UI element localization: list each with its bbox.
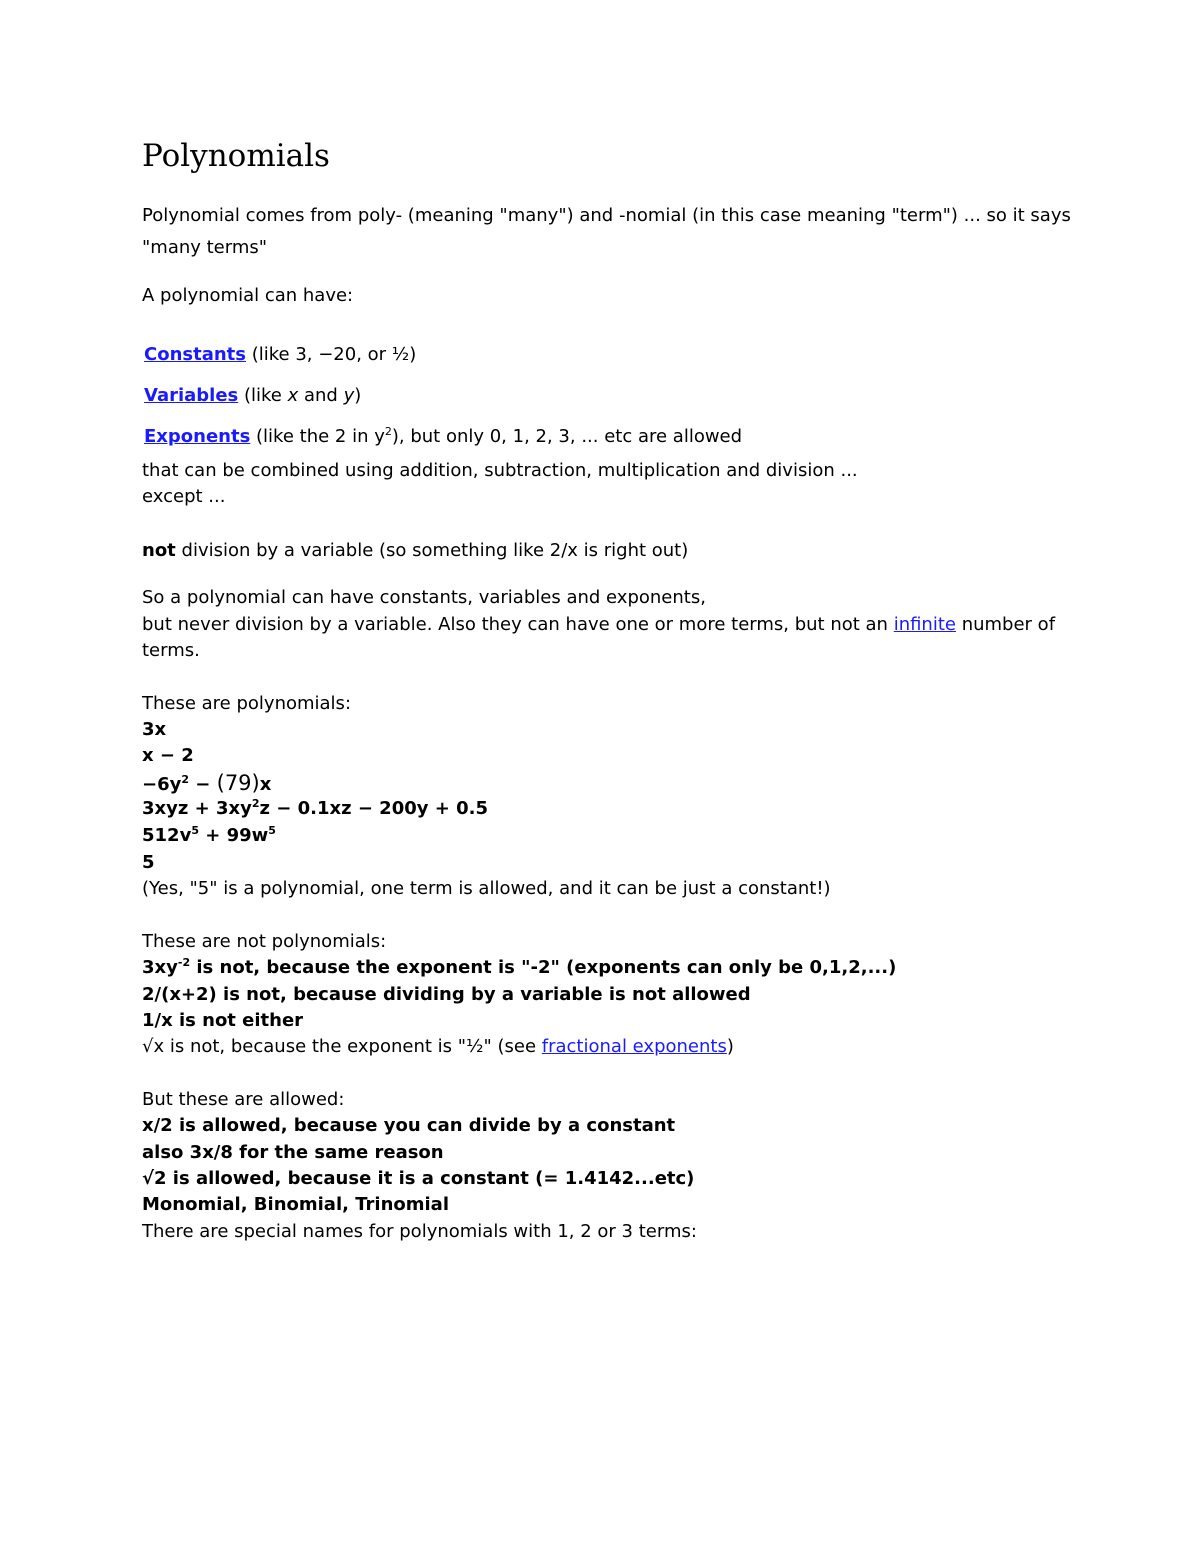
- constants-link[interactable]: Constants: [144, 344, 246, 365]
- not-bold: not: [142, 540, 176, 561]
- variables-and: and: [298, 385, 344, 406]
- example-4-sup: 2: [251, 797, 260, 810]
- can-have-text: A polynomial can have:: [142, 285, 354, 306]
- not-poly-4-pre: √x is not, because the exponent is "½" (see: [142, 1036, 542, 1057]
- mbt-heading: Monomial, Binomial, Trinomial: [142, 1194, 449, 1215]
- example-5-a: 512v: [142, 825, 192, 846]
- variables-pre: (like: [238, 385, 288, 406]
- item-variables: [144, 383, 361, 409]
- infinite-link[interactable]: infinite: [893, 614, 956, 635]
- not-poly-3: 1/x is not either: [142, 1010, 304, 1031]
- variables-link[interactable]: Variables: [144, 385, 239, 406]
- special-names-text: There are special names for polynomials with 1, 2 or 3 terms:: [142, 1221, 697, 1242]
- combined-text: that can be combined using addition, subtraction, multiplication and division ...: [142, 460, 858, 481]
- intro-line-1: Polynomial comes from poly- (meaning "many") and -nomial (in this case meaning "term") ... so it says: [142, 205, 1071, 226]
- summary-line-2-pre: but never division by a variable. Also they can have one or more terms, but not an: [142, 614, 894, 635]
- example-4-b: z − 0.1xz − 200y + 0.5: [259, 798, 488, 819]
- example-4-a: 3xyz + 3xy: [142, 798, 252, 819]
- except-text: except ...: [142, 486, 226, 507]
- example-3-b: −: [189, 774, 217, 795]
- variables-x: x: [287, 385, 299, 406]
- not-poly-4-post: ): [726, 1036, 734, 1057]
- fractional-exponents-link[interactable]: fractional exponents: [541, 1036, 727, 1057]
- example-4: [142, 796, 488, 822]
- example-5-sup-2: 5: [268, 824, 276, 837]
- these-are-heading: These are polynomials:: [142, 693, 352, 714]
- example-3-c: x: [259, 774, 272, 795]
- not-poly-1-sup: -2: [177, 956, 191, 969]
- exponents-link[interactable]: Exponents: [144, 426, 251, 447]
- example-3-paren: (79): [216, 771, 260, 795]
- not-poly-1-a: 3xy: [142, 957, 178, 978]
- variables-post: ): [354, 385, 362, 406]
- not-poly-1-b: is not, because the exponent is "-2" (exponents can only be 0,1,2,...): [190, 957, 897, 978]
- example-5: [142, 823, 276, 849]
- allowed-2: also 3x/8 for the same reason: [142, 1142, 444, 1163]
- example-5-sup-1: 5: [191, 824, 199, 837]
- example-note: (Yes, "5" is a polynomial, one term is allowed, and it can be just a constant!): [142, 878, 831, 899]
- not-division-rest: division by a variable (so something like 2/x is right out): [175, 540, 689, 561]
- intro-line-2: "many terms": [142, 237, 268, 258]
- constants-text: (like 3, −20, or ½): [246, 344, 417, 365]
- example-6: 5: [142, 852, 155, 873]
- not-poly-2: 2/(x+2) is not, because dividing by a variable is not allowed: [142, 984, 751, 1005]
- example-3-a: −6y: [142, 774, 182, 795]
- not-poly-4: [142, 1034, 734, 1060]
- example-5-b: + 99w: [198, 825, 269, 846]
- exponents-post: ), but only 0, 1, 2, 3, ... etc are allowed: [391, 426, 743, 447]
- exponents-pre: (like the 2 in y: [250, 426, 385, 447]
- example-1: 3x: [142, 719, 167, 740]
- not-division-text: [142, 538, 688, 564]
- example-2: x − 2: [142, 745, 194, 766]
- item-exponents: [144, 424, 742, 450]
- item-constants: [144, 342, 416, 368]
- not-poly-heading: These are not polynomials:: [142, 931, 387, 952]
- example-3: [142, 770, 271, 798]
- summary-line-2-post: number of: [955, 614, 1056, 635]
- example-3-sup: 2: [181, 773, 189, 786]
- exponents-sup: 2: [384, 425, 392, 438]
- page-title: Polynomials: [142, 138, 330, 174]
- not-poly-1: [142, 955, 896, 981]
- summary-line-2: [142, 612, 1055, 638]
- allowed-1: x/2 is allowed, because you can divide by a constant: [142, 1115, 676, 1136]
- allowed-heading: But these are allowed:: [142, 1089, 345, 1110]
- allowed-3: √2 is allowed, because it is a constant (= 1.4142...etc): [142, 1168, 695, 1189]
- summary-line-3: terms.: [142, 640, 200, 661]
- variables-y: y: [343, 385, 355, 406]
- summary-line-1: So a polynomial can have constants, variables and exponents,: [142, 587, 706, 608]
